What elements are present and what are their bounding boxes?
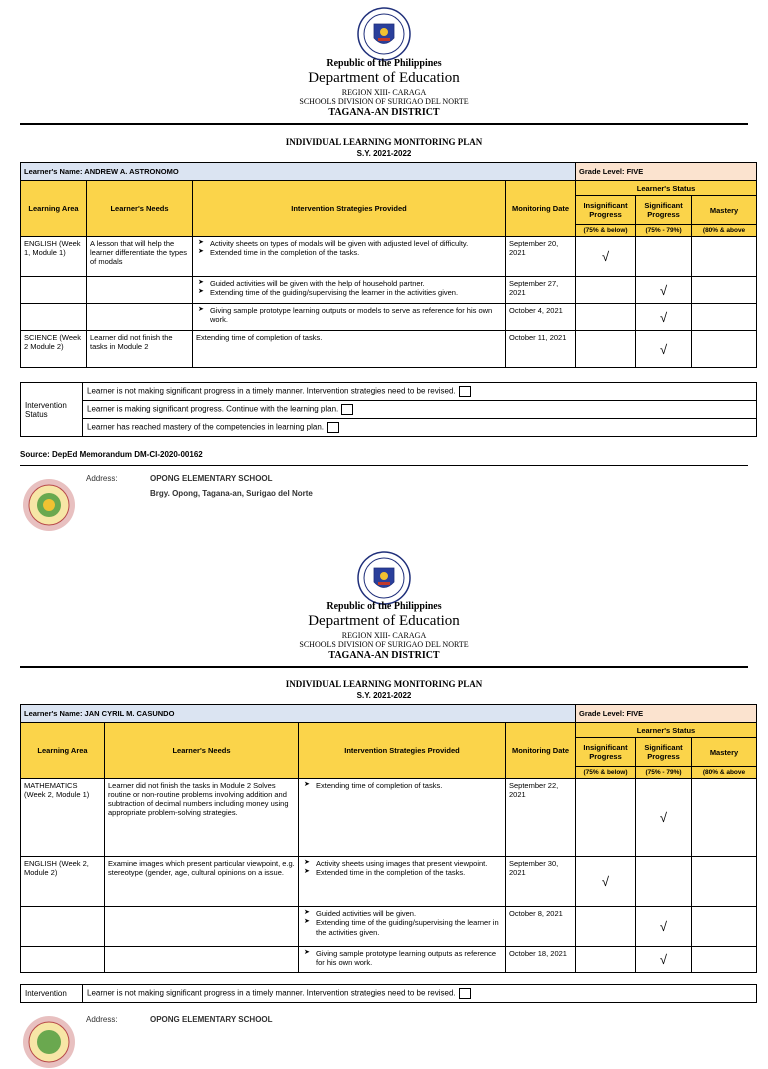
check-insignificant: √ [576, 237, 636, 277]
division-line: SCHOOLS DIVISION OF SURIGAO DEL NORTE [299, 640, 469, 649]
col-learners-status: Learner's Status [576, 723, 757, 738]
district-line: TAGANA-AN DISTRICT [328, 107, 440, 118]
strategy-item: ➤ Extending time of the guiding/supervising the learner in the activities given. [316, 918, 502, 937]
col-monitoring-date: Monitoring Date [506, 181, 576, 237]
row-needs: A lesson that will help the learner differentiate the types of modals [87, 237, 193, 277]
col-learners-needs: Learner's Needs [105, 723, 299, 779]
row-area: SCIENCE (Week 2 Module 2) [21, 331, 87, 368]
header-rule [20, 123, 748, 125]
row-strategies: Extending time of completion of tasks. [193, 331, 506, 368]
col-strategies: Intervention Strategies Provided [299, 723, 506, 779]
row-date: October 4, 2021 [506, 304, 576, 331]
republic-line: Republic of the Philippines [326, 58, 442, 69]
range-mastery: (80% & above [692, 225, 757, 237]
address-label: Address: [86, 1015, 118, 1024]
row-strategies [193, 304, 506, 331]
row-date: October 11, 2021 [506, 331, 576, 368]
table-row [21, 907, 757, 947]
col-insignificant: Insignificant Progress [576, 196, 636, 225]
col-mastery: Mastery [692, 196, 757, 225]
school-year: S.Y. 2021-2022 [356, 691, 412, 700]
table-row [21, 947, 757, 973]
school-location: Brgy. Opong, Tagana-an, Surigao del Norte [150, 489, 313, 498]
range-significant: (75% - 79%) [636, 767, 692, 779]
col-learning-area: Learning Area [21, 723, 105, 779]
footer-rule [20, 465, 748, 466]
row-strategies [299, 779, 506, 857]
row-date: September 20, 2021 [506, 237, 576, 277]
range-significant: (75% - 79%) [636, 225, 692, 237]
col-strategies: Intervention Strategies Provided [193, 181, 506, 237]
address-label: Address: [86, 474, 118, 483]
deped-seal-icon [357, 551, 411, 605]
intervention-option [83, 401, 757, 419]
check-significant: √ [636, 304, 692, 331]
row-date: October 8, 2021 [506, 907, 576, 947]
division-line: SCHOOLS DIVISION OF SURIGAO DEL NORTE [299, 97, 469, 106]
intervention-label: Intervention Status [21, 383, 83, 437]
page-two [0, 543, 768, 1024]
department-title: Department of Education [308, 70, 460, 86]
strategy-item: ➤ Activity sheets on types of modals will be given with adjusted level of difficulty. [210, 239, 502, 248]
intervention-option [83, 419, 757, 437]
col-learners-needs: Learner's Needs [87, 181, 193, 237]
intervention-option [83, 383, 757, 401]
header-rule [20, 666, 748, 668]
learner-name: Learner's Name: ANDREW A. ASTRONOMO [21, 163, 576, 181]
monitoring-table [20, 162, 757, 368]
learner-name: Learner's Name: JAN CYRIL M. CASUNDO [21, 705, 576, 723]
strategy-item: ➤ Giving sample prototype learning outputs as reference for his own work. [316, 949, 502, 968]
intervention-status-table [20, 382, 757, 437]
table-row [21, 779, 757, 857]
row-area: ENGLISH (Week 1, Module 1) [21, 237, 87, 277]
col-learning-area: Learning Area [21, 181, 87, 237]
source-note: Source: DepEd Memorandum DM-CI-2020-00162 [20, 450, 203, 459]
deped-seal-icon [357, 7, 411, 61]
region-line: REGION XIII- CARAGA [341, 631, 427, 640]
option-text: Learner is not making significant progress in a timely manner. Intervention strategies need to be revised. [87, 386, 456, 396]
strategy-item: ➤ Extending time of completion of tasks. [316, 781, 502, 790]
table-row [21, 277, 757, 304]
monitoring-table [20, 704, 757, 973]
row-area: MATHEMATICS (Week 2, Module 1) [21, 779, 105, 857]
row-needs: Learner did not finish the tasks in Module 2 [87, 331, 193, 368]
row-strategies [299, 857, 506, 907]
table-row [21, 857, 757, 907]
row-date: September 27, 2021 [506, 277, 576, 304]
col-learners-status: Learner's Status [576, 181, 757, 196]
row-strategies [193, 277, 506, 304]
department-title: Department of Education [308, 613, 460, 629]
range-mastery: (80% & above [692, 767, 757, 779]
district-line: TAGANA-AN DISTRICT [328, 650, 440, 661]
intervention-status-table [20, 984, 757, 1003]
col-significant: Significant Progress [636, 196, 692, 225]
strategy-item: ➤ Guided activities will be given. [316, 909, 502, 918]
row-needs: Learner did not finish the tasks in Module 2 Solves routine or non-routine problems involving addition and subtraction of decimal numbers including money using appropriate problem-solving strategies. [105, 779, 299, 857]
check-significant: √ [636, 947, 692, 973]
row-strategies [299, 907, 506, 947]
school-logo-icon [22, 478, 76, 532]
row-date: September 22, 2021 [506, 779, 576, 857]
intervention-label: Intervention [21, 985, 83, 1003]
grade-level: Grade Level: FIVE [576, 705, 757, 723]
row-date: September 30, 2021 [506, 857, 576, 907]
school-logo-icon [22, 1015, 76, 1069]
check-significant: √ [636, 779, 692, 857]
grade-level: Grade Level: FIVE [576, 163, 757, 181]
range-insignificant: (75% & below) [576, 225, 636, 237]
option-checkbox[interactable] [341, 404, 353, 415]
col-significant: Significant Progress [636, 738, 692, 767]
region-line: REGION XIII- CARAGA [341, 88, 427, 97]
col-mastery: Mastery [692, 738, 757, 767]
option-text: Learner is making significant progress. Continue with the learning plan. [87, 404, 339, 414]
row-strategies [299, 947, 506, 973]
col-insignificant: Insignificant Progress [576, 738, 636, 767]
strategy-item: ➤ Extended time in the completion of the tasks. [210, 248, 502, 257]
row-date: October 18, 2021 [506, 947, 576, 973]
option-text: Learner is not making significant progress in a timely manner. Intervention strategies need to be revised. [87, 988, 456, 998]
plan-title: INDIVIDUAL LEARNING MONITORING PLAN [285, 679, 483, 689]
range-insignificant: (75% & below) [576, 767, 636, 779]
republic-line: Republic of the Philippines [326, 601, 442, 612]
option-checkbox[interactable] [327, 422, 339, 433]
option-checkbox[interactable] [459, 386, 471, 397]
strategy-item: ➤ Extending time of the guiding/supervising the learner in the activities given. [210, 288, 502, 297]
check-significant: √ [636, 277, 692, 304]
option-checkbox[interactable] [459, 988, 471, 999]
school-year: S.Y. 2021-2022 [356, 149, 412, 158]
check-insignificant: √ [576, 857, 636, 907]
strategy-item: ➤ Extended time in the completion of the tasks. [316, 868, 502, 877]
col-monitoring-date: Monitoring Date [506, 723, 576, 779]
strategy-item: ➤ Giving sample prototype learning outputs or models to serve as reference for his own work. [210, 306, 502, 325]
plan-title: INDIVIDUAL LEARNING MONITORING PLAN [285, 137, 483, 147]
table-row [21, 237, 757, 277]
row-area: ENGLISH (Week 2, Module 2) [21, 857, 105, 907]
check-significant: √ [636, 331, 692, 368]
school-name: OPONG ELEMENTARY SCHOOL [150, 1015, 273, 1024]
strategy-item: ➤ Activity sheets using images that present viewpoint. [316, 859, 502, 868]
row-strategies [193, 237, 506, 277]
check-significant: √ [636, 907, 692, 947]
row-needs: Examine images which present particular viewpoint, e.g. stereotype (gender, age, cultural opinions on a issue. [105, 857, 299, 907]
option-text: Learner has reached mastery of the competencies in learning plan. [87, 422, 325, 432]
intervention-option [83, 985, 757, 1003]
strategy-item: ➤ Guided activities will be given with the help of household partner. [210, 279, 502, 288]
school-name: OPONG ELEMENTARY SCHOOL [150, 474, 273, 483]
table-row [21, 331, 757, 368]
table-row [21, 304, 757, 331]
